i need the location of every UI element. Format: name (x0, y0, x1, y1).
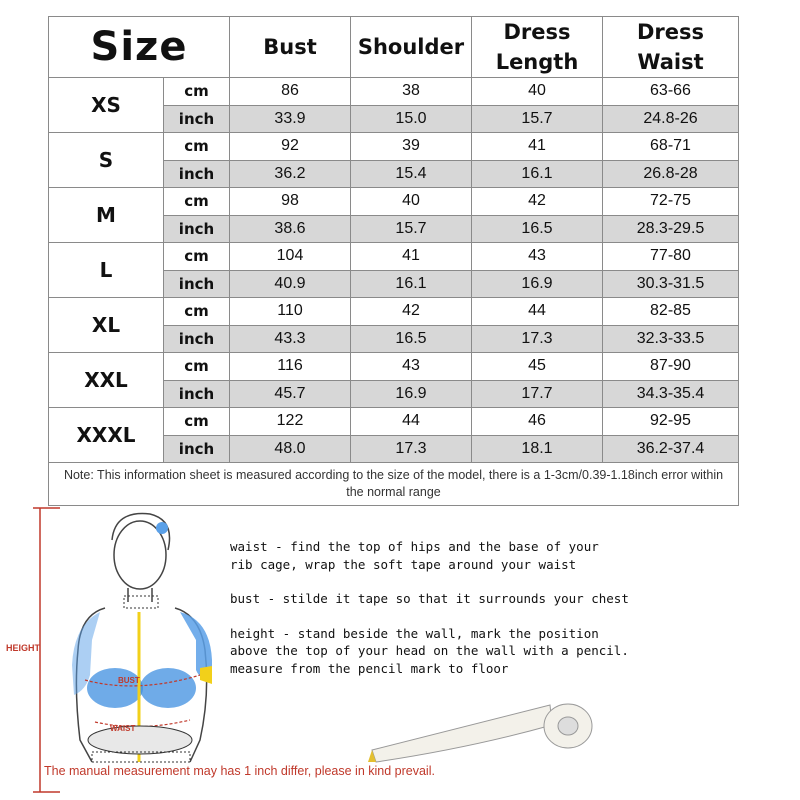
hair-clip-icon (156, 522, 168, 534)
measurement-cell: 17.3 (351, 435, 472, 463)
measurement-cell: 110 (230, 298, 351, 326)
measurement-cell: 44 (351, 408, 472, 436)
unit-label: inch (164, 160, 230, 188)
unit-label: cm (164, 243, 230, 271)
header-size: Size (49, 17, 230, 78)
measurement-cell: 30.3-31.5 (603, 270, 739, 298)
measurement-cell: 36.2-37.4 (603, 435, 739, 463)
neck-mesh (124, 596, 158, 608)
measurement-cell: 39 (351, 133, 472, 161)
measurement-cell: 41 (472, 133, 603, 161)
measurement-cell: 18.1 (472, 435, 603, 463)
measurement-cell: 16.1 (351, 270, 472, 298)
table-note: Note: This information sheet is measured according to the size of the model, there is a 1-3cm/0.39-1.18inch error within the normal range (49, 463, 739, 506)
table-row (49, 408, 739, 436)
unit-label: inch (164, 435, 230, 463)
unit-label: cm (164, 133, 230, 161)
measurement-cell: 41 (351, 243, 472, 271)
unit-label: inch (164, 270, 230, 298)
measurement-cell: 16.9 (351, 380, 472, 408)
measurement-cell: 33.9 (230, 105, 351, 133)
measurement-cell: 16.5 (351, 325, 472, 353)
unit-label: cm (164, 298, 230, 326)
measurement-cell: 44 (472, 298, 603, 326)
measurement-cell: 15.0 (351, 105, 472, 133)
bust-instruction: bust - stilde it tape so that it surrounds your chest (230, 591, 629, 606)
measurement-cell: 72-75 (603, 188, 739, 216)
measurement-cell: 42 (472, 188, 603, 216)
table-row (49, 133, 739, 161)
unit-label: cm (164, 408, 230, 436)
measurement-cell: 45.7 (230, 380, 351, 408)
table-header-row (49, 17, 739, 78)
size-label: L (49, 243, 164, 298)
measurement-cell: 17.7 (472, 380, 603, 408)
measurement-cell: 32.3-33.5 (603, 325, 739, 353)
measurement-cell: 43 (351, 353, 472, 381)
unit-label: inch (164, 215, 230, 243)
bust-tape-end (200, 666, 212, 684)
measurement-cell: 16.1 (472, 160, 603, 188)
measurement-cell: 15.7 (351, 215, 472, 243)
header-dress-waist-text: Dress Waist (636, 20, 705, 74)
measurement-cell: 36.2 (230, 160, 351, 188)
unit-label: cm (164, 188, 230, 216)
measurement-cell: 15.4 (351, 160, 472, 188)
waist-instruction: waist - find the top of hips and the base of your rib cage, wrap the soft tape around your waist (230, 539, 599, 572)
measurement-cell: 92 (230, 133, 351, 161)
measurement-cell: 15.7 (472, 105, 603, 133)
measurement-cell: 38.6 (230, 215, 351, 243)
size-label: XS (49, 78, 164, 133)
waist-band (88, 726, 192, 754)
measurement-cell: 98 (230, 188, 351, 216)
size-label: S (49, 133, 164, 188)
bust-left-fill (87, 668, 143, 708)
header-dress-length (472, 17, 603, 78)
measurement-cell: 43.3 (230, 325, 351, 353)
measurement-cell: 68-71 (603, 133, 739, 161)
size-chart-table (48, 16, 739, 506)
measurement-cell: 16.5 (472, 215, 603, 243)
measurement-cell: 24.8-26 (603, 105, 739, 133)
measurement-cell: 40 (351, 188, 472, 216)
measurement-cell: 16.9 (472, 270, 603, 298)
table-row (49, 243, 739, 271)
size-label: XXXL (49, 408, 164, 463)
measurement-cell: 34.3-35.4 (603, 380, 739, 408)
footer-note: The manual measurement may has 1 inch differ, please in kind prevail. (44, 764, 435, 778)
measurement-cell: 104 (230, 243, 351, 271)
header-dress-waist (603, 17, 739, 78)
unit-label: inch (164, 380, 230, 408)
height-label: HEIGHT (6, 643, 41, 653)
measurement-cell: 40.9 (230, 270, 351, 298)
measurement-cell: 40 (472, 78, 603, 106)
measurement-cell: 17.3 (472, 325, 603, 353)
measurement-cell: 42 (351, 298, 472, 326)
unit-label: cm (164, 353, 230, 381)
measurement-cell: 43 (472, 243, 603, 271)
measurement-cell: 122 (230, 408, 351, 436)
measurement-cell: 86 (230, 78, 351, 106)
measurement-instructions (230, 538, 630, 694)
measurement-cell: 45 (472, 353, 603, 381)
measurement-cell: 48.0 (230, 435, 351, 463)
measurement-cell: 38 (351, 78, 472, 106)
unit-label: inch (164, 325, 230, 353)
header-dress-length-text: Dress Length (495, 20, 579, 74)
measurement-cell: 28.3-29.5 (603, 215, 739, 243)
table-row (49, 298, 739, 326)
size-label: XL (49, 298, 164, 353)
table-row (49, 78, 739, 106)
measurement-cell: 92-95 (603, 408, 739, 436)
height-instruction: height - stand beside the wall, mark the position above the top of your head on the wall with a pencil. measure from the pencil mark to floor (230, 625, 629, 676)
table-row (49, 353, 739, 381)
size-label: XXL (49, 353, 164, 408)
bust-label: BUST (118, 676, 140, 685)
bust-right-fill (140, 668, 196, 708)
measurement-cell: 46 (472, 408, 603, 436)
waist-label: WAIST (110, 724, 136, 733)
size-label: M (49, 188, 164, 243)
measurement-cell: 87-90 (603, 353, 739, 381)
table-row (49, 188, 739, 216)
measurement-cell: 82-85 (603, 298, 739, 326)
unit-label: inch (164, 105, 230, 133)
tape-measure-icon (368, 704, 592, 762)
measurement-cell: 77-80 (603, 243, 739, 271)
measurement-cell: 26.8-28 (603, 160, 739, 188)
header-shoulder: Shoulder (351, 17, 472, 78)
measurement-cell: 63-66 (603, 78, 739, 106)
measurement-cell: 116 (230, 353, 351, 381)
header-bust: Bust (230, 17, 351, 78)
unit-label: cm (164, 78, 230, 106)
